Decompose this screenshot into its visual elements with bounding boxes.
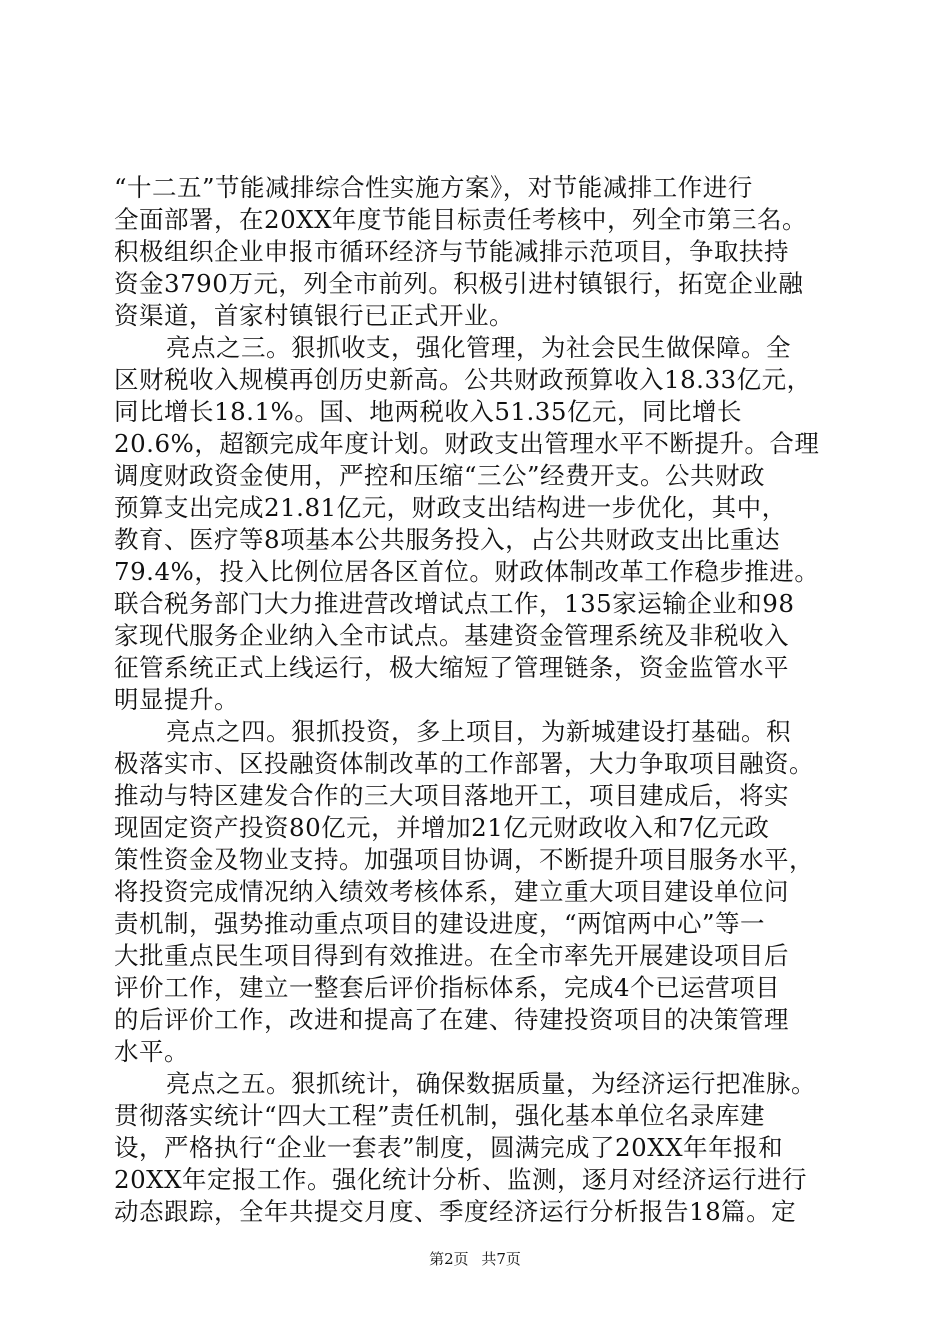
text-line: 动态跟踪，全年共提交月度、季度经济运行分析报告18篇。定 [114,1197,797,1226]
text-line: 现固定资产投资80亿元，并增加21亿元财政收入和7亿元政 [114,813,770,842]
text-line: 明显提升。 [114,685,239,714]
text-line: 征管系统正式上线运行，极大缩短了管理链条，资金监管水平 [114,653,789,682]
text-line: 资金3790万元，列全市前列。积极引进村镇银行，拓宽企业融 [114,269,804,298]
text-line: 教育、医疗等8项基本公共服务投入，占公共财政支出比重达 [114,525,781,554]
text-line: 调度财政资金使用，严控和压缩“三公”经费开支。公共财政 [114,461,766,490]
paragraph-start-line: 亮点之五。狠抓统计，确保数据质量，为经济运行把准脉。 [166,1069,816,1098]
text-line: 积极组织企业申报市循环经济与节能减排示范项目，争取扶持 [114,237,789,266]
text-line: 贯彻落实统计“四大工程”责任机制，强化基本单位名录库建 [114,1101,766,1130]
text-line: 联合税务部门大力推进营改增试点工作，135家运输企业和98 [114,589,795,618]
text-line: 评价工作，建立一整套后评价指标体系，完成4个已运营项目 [114,973,781,1002]
body-text [114,172,854,1228]
paragraph-start-line: 亮点之三。狠抓收支，强化管理，为社会民生做保障。全 [166,333,791,362]
text-line: 全面部署，在20XX年度节能目标责任考核中，列全市第三名。 [114,205,808,234]
text-line: 资渠道，首家村镇银行已正式开业。 [114,301,514,330]
text-line: 家现代服务企业纳入全市试点。基建资金管理系统及非税收入 [114,621,789,650]
page-number: 第2页 [429,1250,469,1268]
paragraph-start-line: 亮点之四。狠抓投资，多上项目，为新城建设打基础。积 [166,717,791,746]
text-line: 79.4%，投入比例位居各区首位。财政体制改革工作稳步推进。 [114,557,820,586]
text-line: 策性资金及物业支持。加强项目协调，不断提升项目服务水平， [114,845,814,874]
text-line: 责机制，强势推动重点项目的建设进度，“两馆两中心”等一 [114,909,766,938]
text-line: 将投资完成情况纳入绩效考核体系，建立重大项目建设单位问 [114,877,789,906]
page-footer [0,1248,950,1269]
text-line: 的后评价工作，改进和提高了在建、待建投资项目的决策管理 [114,1005,789,1034]
text-line: 大批重点民生项目得到有效推进。在全市率先开展建设项目后 [114,941,789,970]
text-line: 20XX年定报工作。强化统计分析、监测，逐月对经济运行进行 [114,1165,808,1194]
page-total: 共7页 [481,1250,521,1268]
text-line: 预算支出完成21.81亿元，财政支出结构进一步优化，其中， [114,493,787,522]
text-line: 水平。 [114,1037,189,1066]
text-line: 同比增长18.1%。国、地两税收入51.35亿元，同比增长 [114,397,742,426]
text-line: 推动与特区建发合作的三大项目落地开工，项目建成后，将实 [114,781,789,810]
text-line: 设，严格执行“企业一套表”制度，圆满完成了20XX年年报和 [114,1133,784,1162]
text-line: 极落实市、区投融资体制改革的工作部署，大力争取项目融资。 [114,749,814,778]
text-line: “十二五”节能减排综合性实施方案》，对节能减排工作进行 [114,173,753,202]
text-line: 区财税收入规模再创历史新高。公共财政预算收入18.33亿元， [114,365,812,394]
text-line: 20.6%，超额完成年度计划。财政支出管理水平不断提升。合理 [114,429,820,458]
